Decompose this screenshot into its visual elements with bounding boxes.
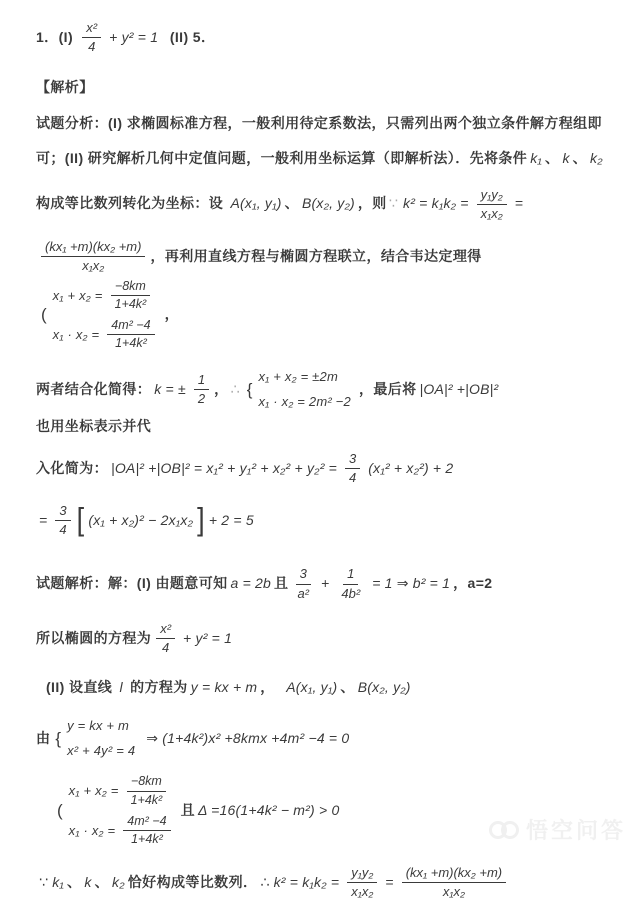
equation-row <box>255 392 353 412</box>
fraction-numerator: 3 <box>296 566 311 584</box>
text-run: 且 <box>180 802 195 819</box>
fraction-denominator: 4b² <box>341 585 361 601</box>
line-analysis-7 <box>36 500 610 542</box>
fraction-denominator: 4 <box>59 521 67 537</box>
text-run: 也用坐标表示并代 <box>36 418 152 435</box>
equation-row <box>66 774 176 808</box>
math-run: k₂ <box>590 149 603 166</box>
math-run: k₁ <box>530 149 543 166</box>
text-run: 恰好构成等比数列． <box>127 873 258 890</box>
line-solution-4 <box>36 716 610 761</box>
math-run: |OA|² +|OB|² <box>419 380 499 397</box>
fraction-denominator: x₁x₂ <box>480 205 503 221</box>
equation-row <box>66 814 176 848</box>
text-run: 且 <box>274 575 289 592</box>
math-run: ⇒ (1+4k²)x² +8kmx +4m² −4 = 0 <box>146 729 350 746</box>
text-run: ∵ <box>388 195 399 212</box>
fraction <box>111 279 151 313</box>
text-run: 、 <box>94 873 110 890</box>
math-run: x₁ + x₂ = ±2m <box>258 369 338 385</box>
text-run: 两者结合化简得： <box>36 380 152 397</box>
math-run: + <box>321 575 330 592</box>
math-run: k <box>562 149 570 166</box>
text-run: 、 <box>572 149 588 166</box>
fraction-denominator: x₁x₂ <box>82 258 105 274</box>
line-analysis-3 <box>36 187 610 223</box>
document-body <box>36 16 610 900</box>
fraction-numerator: (kx₁ +m)(kx₂ +m) <box>41 239 145 257</box>
text-run: ，最后将 <box>358 380 417 397</box>
text-run: (II) 5． <box>161 28 216 45</box>
brace-glyph: { <box>246 379 253 399</box>
fraction <box>123 814 170 848</box>
math-run: A(x₁, y₁) <box>286 679 338 696</box>
fraction <box>41 239 145 275</box>
text-run: 1．(I) <box>36 28 78 45</box>
fraction-numerator: y₁y₂ <box>347 865 377 883</box>
wukong-watermark-label: 悟空问答 <box>525 818 626 843</box>
fraction-denominator: a² <box>297 585 309 601</box>
equation-system <box>57 774 176 848</box>
equation-row <box>64 716 138 736</box>
text-run: ∴ <box>230 380 240 397</box>
text-run: 的方程为 <box>125 679 188 696</box>
math-run: |OA|² +|OB|² = x₁² + y₁² + x₂² + y₂² = <box>111 459 338 476</box>
text-run: 试题解析：解：(I) 由题意可知 <box>36 575 228 592</box>
equation-row <box>255 367 353 387</box>
math-run: x² + 4y² = 4 <box>67 743 136 759</box>
math-run: ∴ k² = k₁k₂ = <box>260 873 340 890</box>
math-run: a = 2b <box>230 575 272 592</box>
math-run: k = ± <box>154 380 186 397</box>
fraction-numerator: 1 <box>194 372 209 390</box>
fraction <box>293 566 313 602</box>
text-run: 可；(II) 研究解析几何中定值问题，一般利用坐标运算（即解析法）．先将条件 <box>36 149 528 166</box>
text-run: ， <box>214 380 229 397</box>
math-run: x₁ + x₂ = <box>68 783 119 799</box>
fraction-denominator: 1+4k² <box>114 297 147 312</box>
fraction-denominator: x₁x₂ <box>442 884 465 900</box>
math-run: + y² = 1 <box>183 629 233 646</box>
fraction <box>55 503 70 539</box>
fraction <box>107 318 154 352</box>
brace-glyph: { <box>55 728 62 748</box>
math-run: (x₁² + x₂²) + 2 <box>368 459 454 476</box>
equation-row <box>64 741 138 761</box>
equation-rows <box>66 774 176 848</box>
text-run: 入化简为： <box>36 459 108 476</box>
text-run: (II) 设直线 <box>46 679 117 696</box>
bracket: [ <box>76 502 85 537</box>
text-run: 、 <box>545 149 560 166</box>
fraction <box>345 451 360 487</box>
fraction-numerator: y₁y₂ <box>477 187 507 205</box>
math-run: B(x₂, y₂) <box>301 195 355 212</box>
math-run: A(x₁, y₁) <box>230 195 282 212</box>
math-run: = <box>514 195 524 212</box>
equation-system <box>55 716 138 761</box>
fraction-denominator: 1+4k² <box>131 832 163 847</box>
fraction <box>82 20 101 56</box>
text-run: 构成等比数列转化为坐标：设 <box>36 195 228 212</box>
text-run: ，a=2 <box>453 575 493 592</box>
line-analysis-header <box>36 77 610 99</box>
fraction-denominator: 2 <box>197 391 206 407</box>
bracket: ] <box>197 502 205 537</box>
wukong-watermark <box>489 814 626 845</box>
equation-system <box>41 279 160 353</box>
equation-rows <box>64 716 138 761</box>
fraction-numerator: 3 <box>345 451 360 469</box>
math-run: k₂ <box>112 873 125 890</box>
equation-rows <box>255 367 353 412</box>
line-analysis-2 <box>36 148 610 170</box>
equation-row <box>50 318 160 352</box>
fraction <box>477 187 507 223</box>
fraction-numerator: (kx₁ +m)(kx₂ +m) <box>402 865 506 883</box>
math-run: = 1 ⇒ b² = 1 <box>372 575 451 592</box>
fraction <box>347 865 377 900</box>
text-run: 由 <box>36 729 51 746</box>
math-run: k <box>84 873 92 890</box>
math-run: l <box>119 679 123 696</box>
math-run: B(x₂, y₂) <box>357 679 411 696</box>
math-run: (x₁ + x₂)² − 2x₁x₂ <box>88 511 194 528</box>
line-analysis-6 <box>36 451 610 487</box>
brace-glyph: ( <box>57 800 63 820</box>
fraction-numerator: 4m² −4 <box>107 318 154 336</box>
math-run: = <box>385 873 394 890</box>
fraction <box>194 372 209 408</box>
fraction-denominator: 4 <box>88 39 96 55</box>
fraction-denominator: 1+4k² <box>115 336 147 351</box>
text-run: 所以椭圆的方程为 <box>36 629 152 646</box>
math-run: x₁ · x₂ = <box>52 326 100 342</box>
math-run: ∵ k₁ <box>39 873 65 890</box>
fraction <box>156 621 175 657</box>
text-run: 、 <box>340 679 355 696</box>
wukong-logo-icon <box>489 819 519 841</box>
fraction-numerator: 3 <box>55 503 70 521</box>
equation-rows <box>50 279 160 353</box>
line-answer <box>36 20 610 56</box>
text-run: ， <box>260 679 284 696</box>
fraction-denominator: 1+4k² <box>130 792 163 807</box>
fraction-numerator: 1 <box>343 566 358 584</box>
fraction <box>337 566 364 602</box>
text-run: ， <box>164 306 179 323</box>
fraction-numerator: −8km <box>111 279 150 297</box>
text-run: 试题分析：(I) 求椭圆标准方程，一般利用待定系数法，只需列出两个独立条件解方程组即 <box>36 115 602 132</box>
text-run: 、 <box>67 873 82 890</box>
math-run: x₁ · x₂ = 2m² −2 <box>258 394 351 410</box>
text-run: ，则 <box>357 195 387 212</box>
fraction <box>402 865 506 900</box>
math-run: k² = k₁k₂ = <box>403 195 469 212</box>
math-run: + y² = 1 <box>109 28 159 45</box>
text-run: 【解析】 <box>36 78 94 95</box>
text-run: 、 <box>284 195 299 212</box>
line-analysis-5 <box>36 367 610 438</box>
math-run: y = kx + m <box>190 679 258 696</box>
math-run: x₁ + x₂ = <box>52 287 103 303</box>
brace-glyph: ( <box>41 305 47 325</box>
math-run: + 2 = 5 <box>208 511 254 528</box>
equation-row <box>50 279 160 313</box>
line-solution-6 <box>36 865 610 900</box>
fraction-denominator: 4 <box>349 470 357 486</box>
fraction-numerator: −8km <box>127 774 166 792</box>
line-solution-2 <box>36 621 610 657</box>
fraction-numerator: 4m² −4 <box>123 814 170 832</box>
math-run: Δ =16(1+4k² − m²) > 0 <box>197 802 340 819</box>
equation-system <box>247 367 354 412</box>
line-solution-3 <box>36 677 610 699</box>
fraction <box>127 774 167 808</box>
math-run: y = kx + m <box>67 718 130 734</box>
text-run: ，再利用直线方程与椭圆方程联立，结合韦达定理得 <box>150 247 482 264</box>
math-run: x₁ · x₂ = <box>68 822 116 838</box>
fraction-denominator: 4 <box>162 640 170 656</box>
fraction-numerator: x² <box>82 20 101 38</box>
fraction-denominator: x₁x₂ <box>351 884 374 900</box>
line-analysis-1 <box>36 113 610 135</box>
math-run: = <box>39 511 48 528</box>
line-analysis-4 <box>36 239 610 352</box>
line-solution-1 <box>36 566 610 602</box>
fraction-numerator: x² <box>156 621 175 639</box>
